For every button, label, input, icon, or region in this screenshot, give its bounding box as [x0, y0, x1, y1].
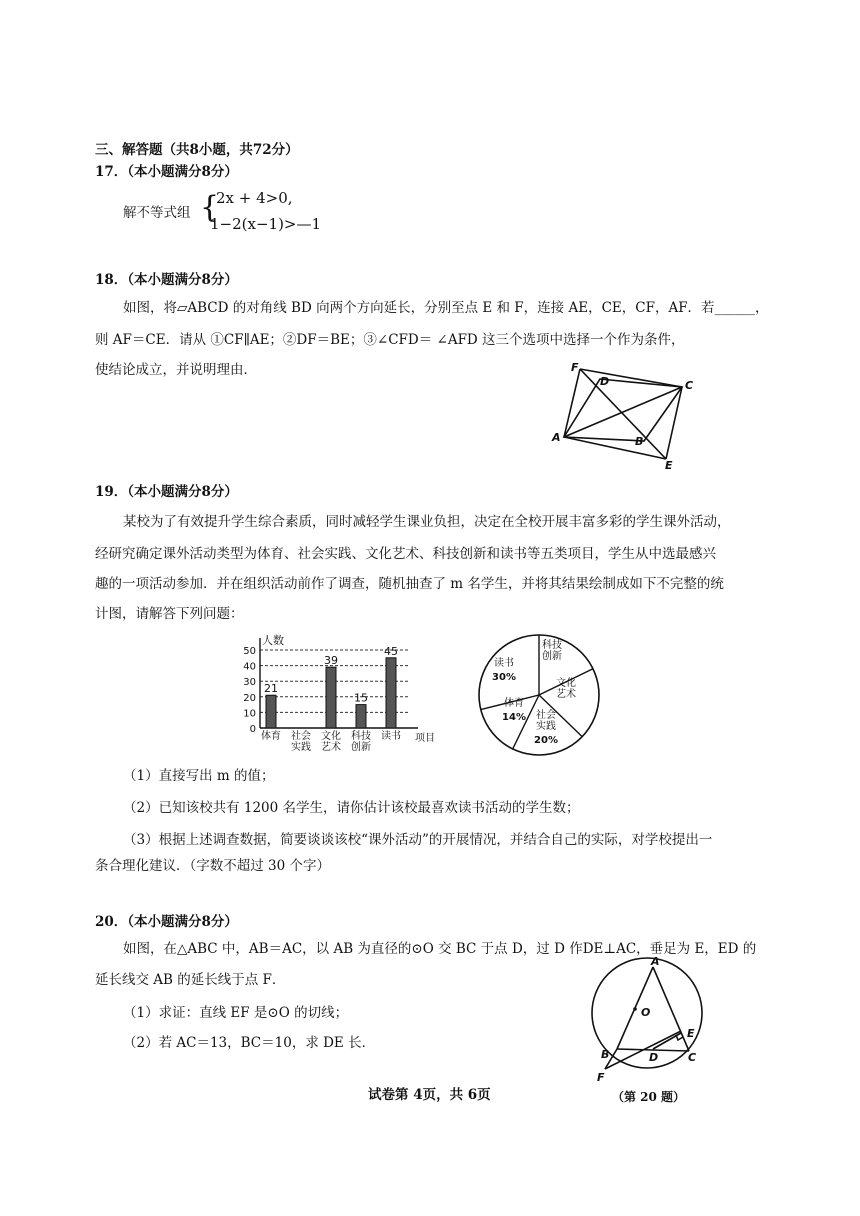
q20-sub2: （2）若 AC＝13，BC＝10，求 DE 长． — [123, 1035, 376, 1051]
y-tick-label: 0 — [249, 724, 256, 735]
q18-text2: 则 AF＝CE．请从 ①CF∥AE；②DF＝BE；③∠CFD＝ ∠AFD 这三个选项中选择一个作为条件， — [95, 332, 685, 348]
parallelogram-ABCD — [564, 379, 682, 441]
label-B: B — [635, 435, 644, 448]
x-tick-label-line2: 实践 — [291, 742, 311, 753]
q17-line2: 1−2(x−1)>—1 — [210, 215, 322, 233]
bar-data-label: 15 — [354, 691, 368, 705]
center-point — [633, 1007, 637, 1011]
q19-text3: 趣的一项活动参加．并在组织活动前作了调查，随机抽查了 m 名学生，并将其结果绘制成如下不完整的统 — [95, 576, 724, 592]
label-D: D — [600, 375, 610, 388]
x-tick-label: 文化 — [321, 731, 341, 742]
bar-data-label: 45 — [384, 644, 398, 658]
label-A: A — [651, 955, 660, 968]
q19-sub3b: 条合理化建议．（字数不超过 30 个字） — [95, 858, 331, 874]
section-title: 三、解答题（共8小题，共72分） — [95, 142, 299, 158]
q20-text1: 如图，在△ABC 中，AB＝AC，以 AB 为直径的⊙O 交 BC 于点 D，过 D 作DE⊥AC，垂足为 E，ED 的 — [123, 941, 757, 957]
q20-header: 20．（本小题满分8分） — [95, 914, 238, 930]
q18-text3: 使结论成立，并说明理由． — [95, 362, 257, 378]
x-tick-label: 科技 — [351, 731, 371, 742]
x-axis-label: 项目 — [415, 733, 435, 744]
pie-slice-label: 体育 — [504, 698, 524, 709]
q20-text2: 延长线交 AB 的延长线于点 F． — [95, 972, 286, 988]
q18-parallelogram-figure — [540, 355, 700, 475]
x-tick-label-line2: 创新 — [351, 742, 371, 753]
pie-slice-percent: 20% — [534, 735, 558, 746]
label-A: A — [552, 431, 561, 444]
bar-chart — [230, 630, 440, 760]
segment-AF — [564, 369, 580, 437]
label-E: E — [687, 1027, 695, 1040]
pie-chart — [474, 630, 604, 760]
x-tick-label-line2: 艺术 — [321, 742, 341, 753]
pie-slice-label: 艺术 — [556, 689, 576, 700]
x-tick-label: 体育 — [261, 731, 281, 742]
q19-text1: 某校为了有效提升学生综合素质，同时减轻学生课业负担，决定在全校开展丰富多彩的学生课外活动， — [123, 514, 731, 530]
q18-header: 18．（本小题满分8分） — [95, 272, 238, 288]
bar — [356, 705, 366, 728]
label-F: F — [597, 1071, 605, 1084]
y-tick-label: 10 — [243, 708, 256, 720]
pie-slice-label: 实践 — [536, 721, 556, 732]
pie-slice-percent: 30% — [492, 672, 516, 683]
pie-slice-label: 科技 — [542, 640, 562, 651]
q19-text4: 计图，请解答下列问题： — [95, 606, 244, 622]
pie-slice-percent: 14% — [502, 712, 526, 723]
y-tick-label: 30 — [243, 677, 256, 689]
q17-brace: { — [200, 190, 220, 225]
x-tick-label: 社会 — [291, 731, 311, 742]
q17-prompt: 解不等式组 — [123, 205, 191, 221]
q19-text2: 经研究确定课外活动类型为体育、社会实践、文化艺术、科技创新和读书等五类项目，学生从中选最感兴 — [95, 546, 716, 562]
q20-caption: （第 20 题） — [612, 1090, 686, 1104]
q17-line1: 2x + 4>0, — [216, 189, 293, 207]
pie-slice-label: 社会 — [536, 710, 556, 721]
bar-data-label: 39 — [324, 654, 338, 668]
page-footer: 试卷第 4页，共 6页 — [368, 1087, 491, 1103]
x-tick-label: 读书 — [381, 731, 401, 742]
label-C: C — [685, 379, 694, 392]
bar — [326, 667, 336, 728]
q20-sub1: （1）求证：直线 EF 是⊙O 的切线； — [123, 1005, 349, 1021]
y-tick-label: 40 — [243, 661, 256, 673]
q19-sub2: （2）已知该校共有 1200 名学生，请你估计该校最喜欢读书活动的学生数； — [123, 800, 580, 816]
q20-circle-figure — [585, 955, 715, 1087]
q17-header: 17．（本小题满分8分） — [95, 164, 238, 180]
q18-text1: 如图，将▱ABCD 的对角线 BD 向两个方向延长，分别至点 E 和 F，连接 AE，CE，CF，AF．若______， — [123, 300, 769, 316]
bar — [386, 658, 396, 728]
y-axis-label: 人数 — [262, 634, 284, 647]
label-C: C — [688, 1051, 697, 1064]
bar-data-label: 21 — [264, 682, 278, 696]
bar — [266, 695, 276, 728]
label-B: B — [601, 1048, 610, 1061]
pie-slice-label: 读书 — [494, 658, 514, 669]
q19-sub3a: （3）根据上述调查数据，简要谈谈该校“课外活动”的开展情况，并结合自己的实际，对学校提出一 — [123, 832, 713, 848]
label-O: O — [641, 1006, 651, 1019]
label-F: F — [571, 361, 579, 374]
label-D: D — [649, 1051, 659, 1064]
pie-slice-label: 文化 — [556, 678, 576, 689]
q19-header: 19．（本小题满分8分） — [95, 484, 238, 500]
label-E: E — [665, 459, 673, 472]
y-tick-label: 50 — [243, 646, 256, 657]
y-tick-label: 20 — [243, 692, 256, 704]
q19-sub1: （1）直接写出 m 的值； — [123, 768, 275, 784]
pie-slice-label: 创新 — [542, 651, 562, 662]
